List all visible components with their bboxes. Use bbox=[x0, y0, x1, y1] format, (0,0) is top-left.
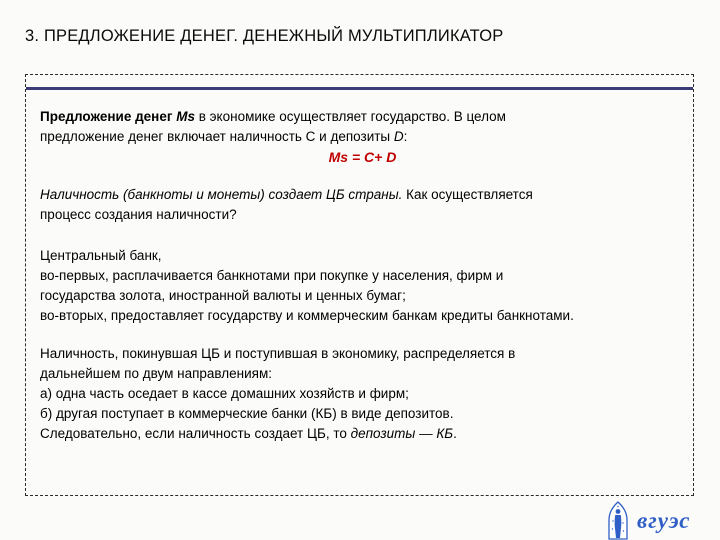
text-line bbox=[40, 185, 685, 205]
paragraph-cash-creation bbox=[40, 185, 685, 225]
text-line: Наличность, покинувшая ЦБ и поступившая в экономику, распределяется в bbox=[40, 346, 516, 361]
text-run: предложение денег включает наличность C и депозиты bbox=[40, 129, 394, 144]
text-line: Центральный банк, bbox=[40, 248, 162, 263]
text-line bbox=[40, 424, 685, 444]
vsues-logo bbox=[606, 501, 690, 540]
content-box bbox=[25, 74, 694, 496]
paragraph-money-supply bbox=[40, 107, 685, 167]
text-run: Следовательно, если наличность создает ЦБ, то bbox=[40, 426, 351, 441]
text-run: . bbox=[453, 426, 457, 441]
text-area bbox=[26, 90, 693, 444]
text-line: государства золота, иностранной валюты и ценных бумаг; bbox=[40, 288, 406, 303]
ms-symbol: Ms bbox=[176, 109, 195, 124]
text-line: во-первых, расплачивается банкнотами при покупке у населения, фирм и bbox=[40, 268, 504, 283]
paragraph-central-bank bbox=[40, 246, 685, 326]
slide-title: 3. ПРЕДЛОЖЕНИЕ ДЕНЕГ. ДЕНЕЖНЫЙ МУЛЬТИПЛИКАТОР bbox=[25, 27, 504, 45]
paragraph-cash-distribution bbox=[40, 344, 685, 444]
text-run: : bbox=[403, 129, 408, 144]
text-line: дальнейшем по двум направлениям: bbox=[40, 366, 272, 381]
vsues-emblem-icon bbox=[606, 501, 630, 540]
vsues-logo-text: вгуэс bbox=[637, 508, 691, 533]
text-run: Как осуществляется bbox=[402, 187, 533, 202]
text-line bbox=[40, 127, 685, 147]
text-line: процесс создания наличности? bbox=[40, 207, 237, 222]
d-symbol: D bbox=[393, 129, 404, 144]
lead-bold-text: Предложение денег bbox=[40, 109, 177, 124]
text-run: в экономике осуществляет государство. В целом bbox=[195, 109, 506, 124]
italic-run: депозиты — КБ bbox=[350, 426, 454, 441]
text-line: во-вторых, предоставляет государству и коммерческим банкам кредиты банкнотами. bbox=[40, 308, 574, 323]
italic-run: Наличность (банкноты и монеты) создает ЦБ страны. bbox=[40, 187, 403, 202]
text-line: а) одна часть оседает в кассе домашних хозяйств и фирм; bbox=[40, 386, 409, 401]
text-line: б) другая поступает в коммерческие банки (КБ) в виде депозитов. bbox=[40, 406, 454, 421]
text-line bbox=[40, 107, 685, 127]
money-supply-formula: Ms = C+ D bbox=[328, 149, 397, 165]
